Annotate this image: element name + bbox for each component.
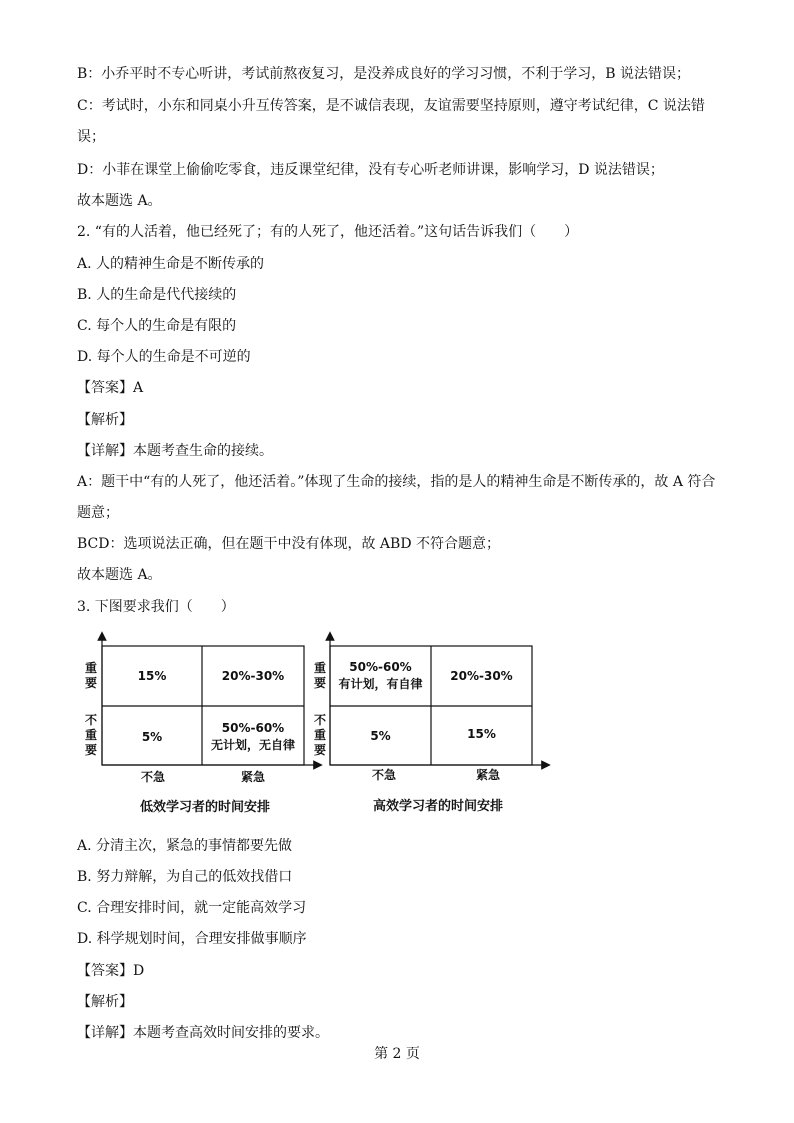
option-d: D. 科学规划时间，合理安排做事顺序 xyxy=(77,931,307,947)
question-2: 2. “有的人活着，他已经死了；有的人死了，他还活着。”这句话告诉我们（ ） xyxy=(77,224,579,240)
question-3: 3. 下图要求我们（ ） xyxy=(77,599,235,615)
text-line: 故本题选 A。 xyxy=(77,567,162,583)
detail: 【详解】本题考查高效时间安排的要求。 xyxy=(77,1025,329,1041)
right-y-not-important: 不重要 xyxy=(313,713,326,757)
analysis-heading: 【解析】 xyxy=(77,994,133,1010)
text-line: D：小菲在课堂上偷偷吃零食，违反课堂纪律，没有专心听老师讲课，影响学习，D 说法错误； xyxy=(77,162,664,178)
right-x-not-urgent: 不急 xyxy=(371,768,396,782)
left-cell-important-not-urgent: 15% xyxy=(137,669,167,683)
text-line: 误； xyxy=(77,129,105,145)
left-y-not-important: 不重要 xyxy=(84,713,97,757)
text-line: A：题干中“有的人死了，他还活着。”体现了生命的接续，指的是人的精神生命是不断传承的，故 A 符合 xyxy=(77,474,716,490)
answer: 【答案】A xyxy=(77,380,144,396)
option-c: C. 合理安排时间，就一定能高效学习 xyxy=(77,900,307,916)
option-d: D. 每个人的生命是不可逆的 xyxy=(77,349,251,365)
left-x-urgent: 紧急 xyxy=(240,770,265,784)
time-management-diagram xyxy=(80,628,550,828)
left-cell-not-important-not-urgent: 5% xyxy=(141,730,163,744)
left-x-not-urgent: 不急 xyxy=(140,770,165,784)
answer: 【答案】D xyxy=(77,963,145,979)
right-cell-important-urgent: 20%-30% xyxy=(450,669,513,683)
right-y-important: 重要 xyxy=(313,661,326,690)
right-x-urgent: 紧急 xyxy=(475,768,500,782)
page-number: 第 2 页 xyxy=(374,1046,420,1062)
left-y-important: 重要 xyxy=(84,661,97,690)
option-c: C. 每个人的生命是有限的 xyxy=(77,318,237,334)
option-b: B. 人的生命是代代接续的 xyxy=(77,287,237,303)
text-line: 故本题选 A。 xyxy=(77,193,162,209)
right-caption: 高效学习者的时间安排 xyxy=(372,799,503,814)
option-a: A. 人的精神生命是不断传承的 xyxy=(77,256,265,272)
text-line: BCD：选项说法正确，但在题干中没有体现，故 ABD 不符合题意； xyxy=(77,536,501,552)
text-line: 题意； xyxy=(77,505,119,521)
left-cell-not-important-urgent: 50%-60% 无计划，无自律 xyxy=(210,721,295,752)
text-line: C：考试时，小东和同桌小升互传答案，是不诚信表现，友谊需要坚持原则，遵守考试纪律，C 说法错 xyxy=(77,98,705,114)
right-cell-important-not-urgent: 50%-60% 有计划，有自律 xyxy=(338,660,423,691)
left-caption: 低效学习者的时间安排 xyxy=(139,800,270,815)
detail: 【详解】本题考查生命的接续。 xyxy=(77,443,273,459)
option-b: B. 努力辩解，为自己的低效找借口 xyxy=(77,869,293,885)
option-a: A. 分清主次，紧急的事情都要先做 xyxy=(77,838,293,854)
text-line: B：小乔平时不专心听讲，考试前熬夜复习，是没养成良好的学习习惯，不利于学习，B 说法错误； xyxy=(77,66,691,82)
right-cell-not-important-not-urgent: 5% xyxy=(370,729,391,743)
right-cell-not-important-urgent: 15% xyxy=(467,727,496,741)
left-cell-important-urgent: 20%-30% xyxy=(221,669,285,683)
analysis-heading: 【解析】 xyxy=(77,412,133,428)
